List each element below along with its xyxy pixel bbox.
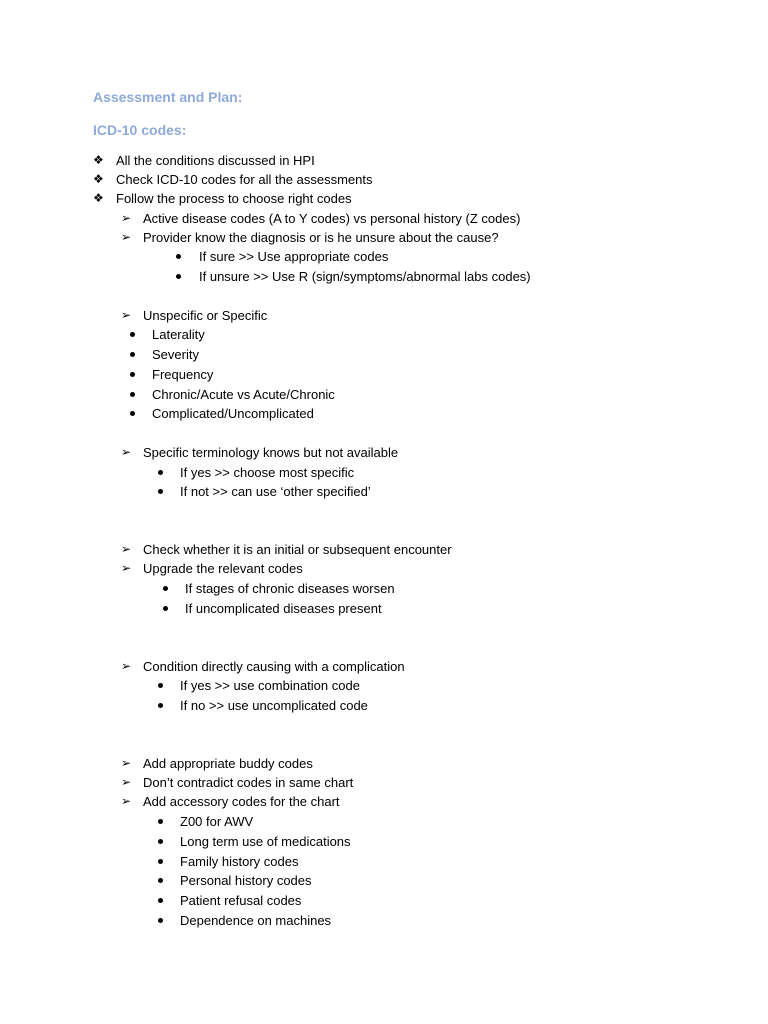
four-diamond-icon: ❖ (93, 172, 104, 186)
dot-icon (158, 819, 163, 824)
dot-icon (158, 839, 163, 844)
four-diamond-icon: ❖ (93, 153, 104, 167)
arrowhead-icon: ➢ (121, 445, 132, 459)
arrowhead-icon: ➢ (121, 756, 132, 770)
dot-icon (130, 352, 135, 357)
dot-icon (158, 683, 163, 688)
dot-icon (158, 898, 163, 903)
arrowhead-icon: ➢ (121, 561, 132, 575)
dot-icon (158, 489, 163, 494)
dot-icon (158, 878, 163, 883)
dot-icon (158, 918, 163, 923)
dot-icon (130, 372, 135, 377)
arrowhead-icon: ➢ (121, 211, 132, 225)
arrowhead-icon: ➢ (121, 308, 132, 322)
arrowhead-icon: ➢ (121, 230, 132, 244)
dot-icon (158, 470, 163, 475)
icd-codes-heading: ICD-10 codes: (93, 122, 187, 138)
dot-icon (163, 606, 168, 611)
dot-icon (158, 703, 163, 708)
dot-icon (176, 254, 181, 259)
dot-icon (130, 392, 135, 397)
arrowhead-icon: ➢ (121, 659, 132, 673)
document-page: Assessment and Plan: ICD-10 codes: ❖ All the conditions discussed in HPI ❖ Check ICD-10 codes for all the assessments ❖ Follow the process to choose right codes ➢ Active disease codes (A to Y codes) vs personal history (Z codes) ➢ Provider know the diagnosis or is he unsure about the cause? If sure >> Use appropriate codes If unsure >> Use R (sign/symptoms/abnormal labs codes) ➢ Unspecific or Specific Laterality Severity Frequency Chronic/Acute vs Acute/Chronic Complicated/Uncomplicated ➢ Specific terminology knows but not available If yes >> choose most specific If not >> can use ‘other specified’ ➢ Check whether it is an initial or subsequent encounter ➢ Upgrade the relevant codes If stages of chronic diseases worsen If uncomplicated diseases present ➢ Condition directly causing with a complication If yes >> use combination code If no >> use uncomplicated code ➢ Add appropriate buddy codes ➢ Don’t contradict codes in same chart ➢ Add accessory codes for the chart Z00 for AWV Long term use of medications Family history codes Personal history codes Patient refusal codes Dependence on machines (93, 89, 531, 928)
arrowhead-icon: ➢ (121, 794, 132, 808)
assessment-plan-heading: Assessment and Plan: (93, 89, 243, 105)
dot-icon (158, 859, 163, 864)
dot-icon (130, 332, 135, 337)
four-diamond-icon: ❖ (93, 191, 104, 205)
dot-icon (176, 274, 181, 279)
arrowhead-icon: ➢ (121, 542, 132, 556)
dot-icon (163, 586, 168, 591)
arrowhead-icon: ➢ (121, 775, 132, 789)
dot-icon (130, 411, 135, 416)
